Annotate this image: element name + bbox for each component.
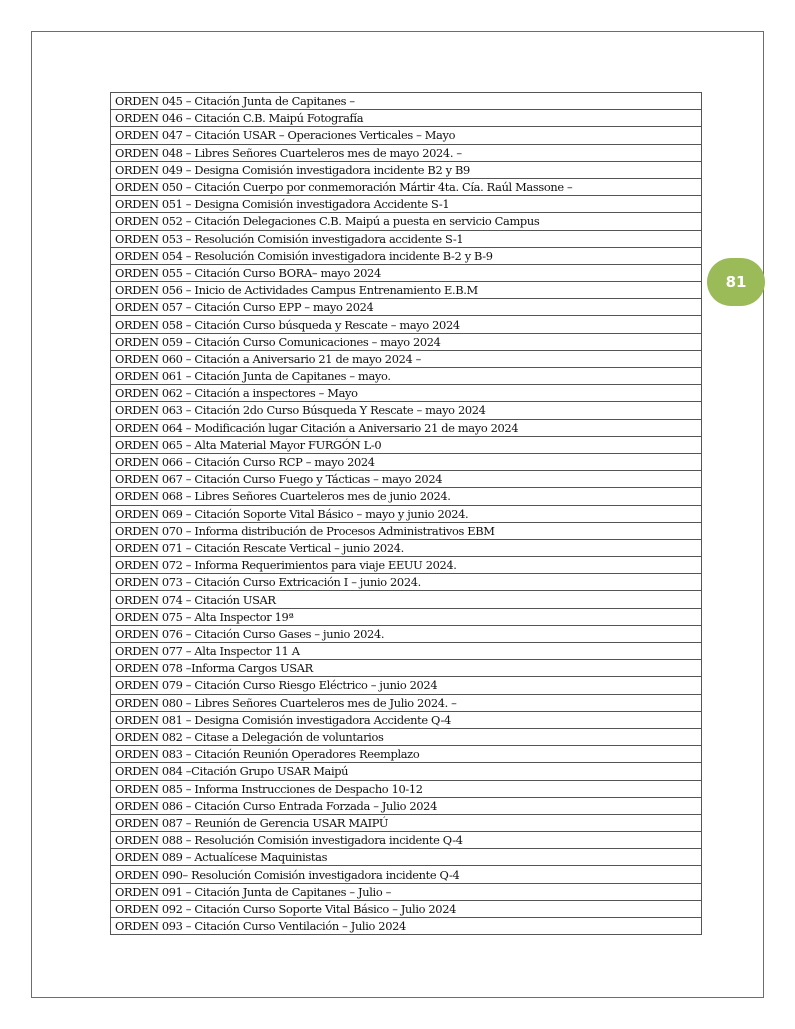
table-row: [111, 161, 702, 178]
table-row: [111, 832, 702, 849]
order-entry: ORDEN 069 – Citación Soporte Vital Básico – mayo y junio 2024.: [111, 505, 702, 522]
table-row: [111, 625, 702, 642]
order-entry: ORDEN 073 – Citación Curso Extricación I – junio 2024.: [111, 574, 702, 591]
order-entry: ORDEN 056 – Inicio de Actividades Campus Entrenamiento E.B.M: [111, 282, 702, 299]
order-entry: ORDEN 048 – Libres Señores Cuarteleros mes de mayo 2024. –: [111, 144, 702, 161]
table-row: [111, 316, 702, 333]
table-row: [111, 883, 702, 900]
order-entry: ORDEN 066 – Citación Curso RCP – mayo 2024: [111, 453, 702, 470]
order-entry: ORDEN 090– Resolución Comisión investigadora incidente Q-4: [111, 866, 702, 883]
table-row: [111, 264, 702, 281]
order-entry: ORDEN 088 – Resolución Comisión investigadora incidente Q-4: [111, 832, 702, 849]
table-row: [111, 711, 702, 728]
table-row: [111, 488, 702, 505]
order-entry: ORDEN 055 – Citación Curso BORA– mayo 2024: [111, 264, 702, 281]
table-row: [111, 247, 702, 264]
table-row: [111, 728, 702, 745]
order-entry: ORDEN 075 – Alta Inspector 19ª: [111, 608, 702, 625]
order-entry: ORDEN 064 – Modificación lugar Citación a Aniversario 21 de mayo 2024: [111, 419, 702, 436]
table-row: [111, 660, 702, 677]
order-entry: ORDEN 077 – Alta Inspector 11 A: [111, 643, 702, 660]
table-row: [111, 539, 702, 556]
table-row: [111, 178, 702, 195]
order-entry: ORDEN 062 – Citación a inspectores – Mayo: [111, 385, 702, 402]
order-entry: ORDEN 068 – Libres Señores Cuarteleros mes de junio 2024.: [111, 488, 702, 505]
table-row: [111, 333, 702, 350]
order-entry: ORDEN 081 – Designa Comisión investigadora Accidente Q-4: [111, 711, 702, 728]
order-entry: ORDEN 067 – Citación Curso Fuego y Tácticas – mayo 2024: [111, 471, 702, 488]
order-entry: ORDEN 049 – Designa Comisión investigadora incidente B2 y B9: [111, 161, 702, 178]
table-row: [111, 213, 702, 230]
order-entry: ORDEN 051 – Designa Comisión investigadora Accidente S-1: [111, 196, 702, 213]
order-entry: ORDEN 079 – Citación Curso Riesgo Eléctrico – junio 2024: [111, 677, 702, 694]
order-entry: ORDEN 076 – Citación Curso Gases – junio 2024.: [111, 625, 702, 642]
order-entry: ORDEN 082 – Citase a Delegación de voluntarios: [111, 728, 702, 745]
table-row: [111, 436, 702, 453]
table-row: [111, 694, 702, 711]
order-entry: ORDEN 046 – Citación C.B. Maipú Fotografía: [111, 110, 702, 127]
orders-table-body: [111, 93, 702, 935]
order-entry: ORDEN 060 – Citación a Aniversario 21 de mayo 2024 –: [111, 350, 702, 367]
order-entry: ORDEN 092 – Citación Curso Soporte Vital Básico – Julio 2024: [111, 900, 702, 917]
table-row: [111, 368, 702, 385]
order-entry: ORDEN 086 – Citación Curso Entrada Forzada – Julio 2024: [111, 797, 702, 814]
table-row: [111, 230, 702, 247]
order-entry: ORDEN 050 – Citación Cuerpo por conmemoración Mártir 4ta. Cía. Raúl Massone –: [111, 178, 702, 195]
table-row: [111, 608, 702, 625]
table-row: [111, 453, 702, 470]
page-number: 81: [725, 273, 747, 291]
order-entry: ORDEN 057 – Citación Curso EPP – mayo 2024: [111, 299, 702, 316]
order-entry: ORDEN 045 – Citación Junta de Capitanes –: [111, 93, 702, 110]
table-row: [111, 522, 702, 539]
order-entry: ORDEN 061 – Citación Junta de Capitanes – mayo.: [111, 368, 702, 385]
table-row: [111, 797, 702, 814]
order-entry: ORDEN 059 – Citación Curso Comunicaciones – mayo 2024: [111, 333, 702, 350]
table-row: [111, 866, 702, 883]
order-entry: ORDEN 054 – Resolución Comisión investigadora incidente B-2 y B-9: [111, 247, 702, 264]
page-number-badge: [707, 258, 765, 306]
table-row: [111, 471, 702, 488]
order-entry: ORDEN 074 – Citación USAR: [111, 591, 702, 608]
table-row: [111, 677, 702, 694]
order-entry: ORDEN 080 – Libres Señores Cuarteleros mes de Julio 2024. –: [111, 694, 702, 711]
table-row: [111, 110, 702, 127]
table-row: [111, 385, 702, 402]
order-entry: ORDEN 058 – Citación Curso búsqueda y Rescate – mayo 2024: [111, 316, 702, 333]
order-entry: ORDEN 083 – Citación Reunión Operadores Reemplazo: [111, 746, 702, 763]
order-entry: ORDEN 072 – Informa Requerimientos para viaje EEUU 2024.: [111, 557, 702, 574]
order-entry: ORDEN 087 – Reunión de Gerencia USAR MAIPÚ: [111, 814, 702, 831]
table-row: [111, 918, 702, 935]
order-entry: ORDEN 084 –Citación Grupo USAR Maipú: [111, 763, 702, 780]
table-row: [111, 299, 702, 316]
table-row: [111, 814, 702, 831]
table-row: [111, 127, 702, 144]
table-row: [111, 350, 702, 367]
order-entry: ORDEN 065 – Alta Material Mayor FURGÓN L-0: [111, 436, 702, 453]
order-entry: ORDEN 078 –Informa Cargos USAR: [111, 660, 702, 677]
order-entry: ORDEN 052 – Citación Delegaciones C.B. Maipú a puesta en servicio Campus: [111, 213, 702, 230]
orders-table: [110, 92, 702, 935]
table-row: [111, 643, 702, 660]
table-row: [111, 402, 702, 419]
order-entry: ORDEN 053 – Resolución Comisión investigadora accidente S-1: [111, 230, 702, 247]
table-row: [111, 900, 702, 917]
table-row: [111, 849, 702, 866]
table-row: [111, 419, 702, 436]
order-entry: ORDEN 070 – Informa distribución de Procesos Administrativos EBM: [111, 522, 702, 539]
table-row: [111, 93, 702, 110]
order-entry: ORDEN 089 – Actualícese Maquinistas: [111, 849, 702, 866]
order-entry: ORDEN 093 – Citación Curso Ventilación – Julio 2024: [111, 918, 702, 935]
table-row: [111, 591, 702, 608]
order-entry: ORDEN 047 – Citación USAR – Operaciones Verticales – Mayo: [111, 127, 702, 144]
table-row: [111, 574, 702, 591]
table-row: [111, 282, 702, 299]
table-row: [111, 144, 702, 161]
order-entry: ORDEN 085 – Informa Instrucciones de Despacho 10-12: [111, 780, 702, 797]
table-row: [111, 557, 702, 574]
order-entry: ORDEN 071 – Citación Rescate Vertical – junio 2024.: [111, 539, 702, 556]
order-entry: ORDEN 063 – Citación 2do Curso Búsqueda Y Rescate – mayo 2024: [111, 402, 702, 419]
table-row: [111, 196, 702, 213]
table-row: [111, 763, 702, 780]
table-row: [111, 505, 702, 522]
order-entry: ORDEN 091 – Citación Junta de Capitanes – Julio –: [111, 883, 702, 900]
table-row: [111, 780, 702, 797]
table-row: [111, 746, 702, 763]
